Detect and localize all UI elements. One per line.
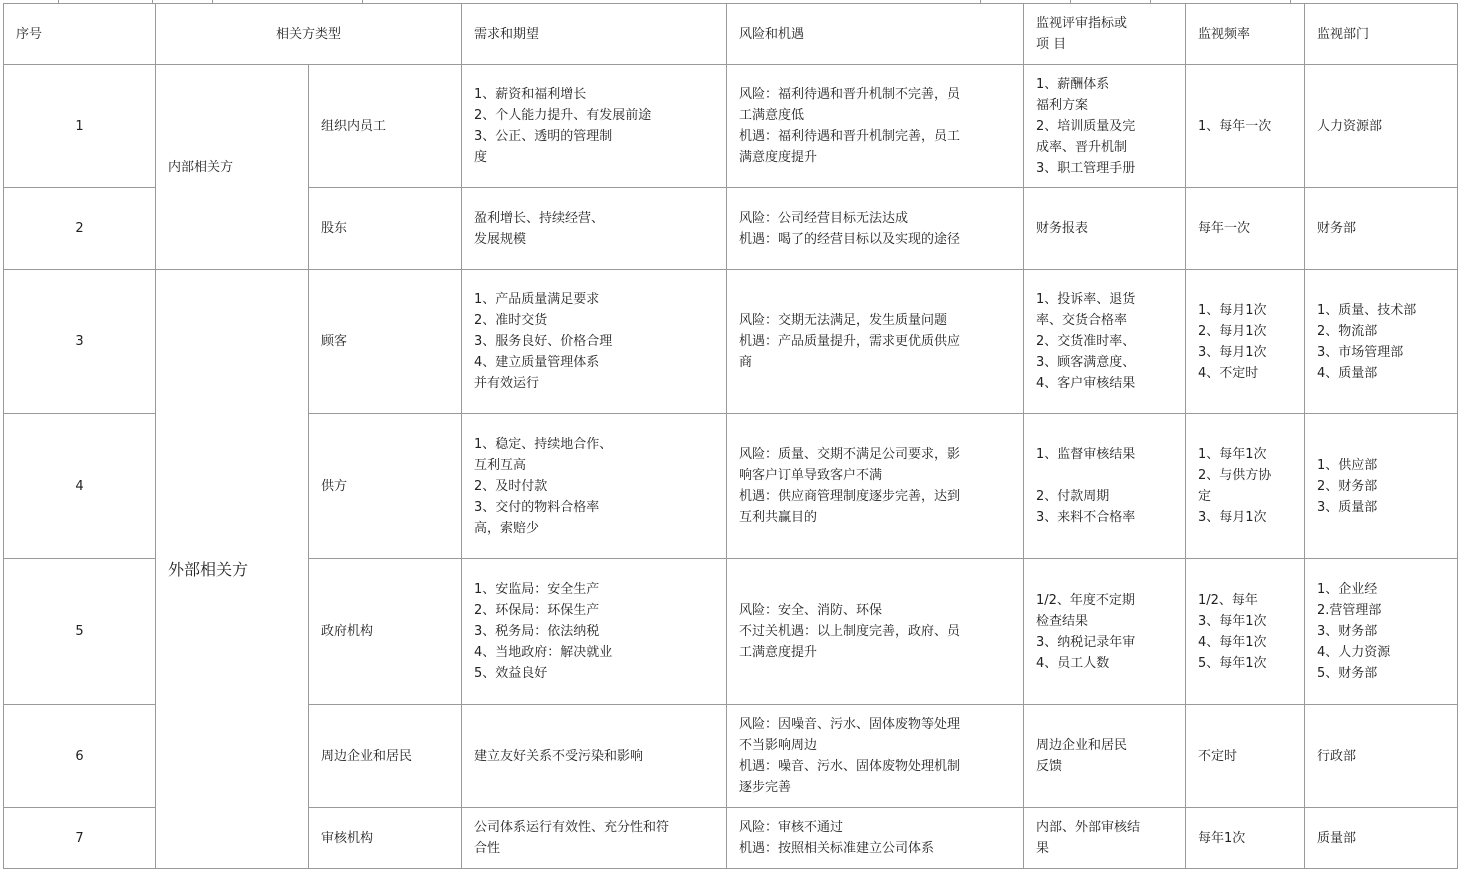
party-name: 组织内员工 [309, 65, 462, 188]
monitor-cell: 1、薪酬体系 福利方案 2、培训质量及完 成率、晋升机制 3、职工管理手册 [1024, 65, 1186, 188]
party-name: 审核机构 [309, 808, 462, 869]
frequency-cell: 每年一次 [1186, 188, 1305, 270]
monitor-cell: 1/2、年度不定期 检查结果 3、纳税记录年审 4、员工人数 [1024, 559, 1186, 705]
frequency-cell: 1/2、每年 3、每年1次 4、每年1次 5、每年1次 [1186, 559, 1305, 705]
department-cell: 1、企业经 2.营管理部 3、财务部 4、人力资源 5、财务部 [1305, 559, 1458, 705]
department-cell: 财务部 [1305, 188, 1458, 270]
row-number: 4 [4, 414, 156, 559]
table-row [4, 65, 1458, 188]
header-frequency: 监视频率 [1186, 4, 1305, 65]
party-name: 顾客 [309, 270, 462, 414]
header-monitor-item: 监视评审指标或 项 目 [1024, 4, 1186, 65]
party-name: 政府机构 [309, 559, 462, 705]
header-no: 序号 [4, 4, 156, 65]
needs-cell: 公司体系运行有效性、充分性和符 合性 [462, 808, 727, 869]
risk-cell: 风险：因噪音、污水、固体废物等处理 不当影响周边 机遇：噪音、污水、固体废物处理机制 逐步完善 [727, 705, 1024, 808]
row-number: 6 [4, 705, 156, 808]
monitor-cell: 周边企业和居民 反馈 [1024, 705, 1186, 808]
group-internal: 内部相关方 [156, 65, 309, 270]
department-cell: 行政部 [1305, 705, 1458, 808]
header-needs: 需求和期望 [462, 4, 727, 65]
frequency-cell: 1、每年1次 2、与供方协 定 3、每月1次 [1186, 414, 1305, 559]
monitor-cell: 财务报表 [1024, 188, 1186, 270]
frequency-cell: 每年1次 [1186, 808, 1305, 869]
row-number: 1 [4, 65, 156, 188]
stakeholder-table [3, 3, 1458, 869]
frequency-cell: 不定时 [1186, 705, 1305, 808]
row-number: 7 [4, 808, 156, 869]
risk-cell: 风险：交期无法满足，发生质量问题 机遇：产品质量提升，需求更优质供应 商 [727, 270, 1024, 414]
risk-cell: 风险：公司经营目标无法达成 机遇：喝了的经营目标以及实现的途径 [727, 188, 1024, 270]
row-number: 3 [4, 270, 156, 414]
risk-cell: 风险：质量、交期不满足公司要求，影 响客户订单导致客户不满 机遇：供应商管理制度逐步完善，达到 互利共赢目的 [727, 414, 1024, 559]
risk-cell: 风险：审核不通过 机遇：按照相关标准建立公司体系 [727, 808, 1024, 869]
needs-cell: 1、产品质量满足要求 2、准时交货 3、服务良好、价格合理 4、建立质量管理体系 并有效运行 [462, 270, 727, 414]
needs-cell: 盈利增长、持续经营、 发展规模 [462, 188, 727, 270]
needs-cell: 1、薪资和福利增长 2、个人能力提升、有发展前途 3、公正、透明的管理制 度 [462, 65, 727, 188]
header-risk: 风险和机遇 [727, 4, 1024, 65]
party-name: 供方 [309, 414, 462, 559]
party-name: 周边企业和居民 [309, 705, 462, 808]
monitor-cell: 内部、外部审核结 果 [1024, 808, 1186, 869]
row-number: 2 [4, 188, 156, 270]
needs-cell: 1、稳定、持续地合作、 互利互高 2、及时付款 3、交付的物料合格率 高，索赔少 [462, 414, 727, 559]
frequency-cell: 1、每年一次 [1186, 65, 1305, 188]
frequency-cell: 1、每月1次 2、每月1次 3、每月1次 4、不定时 [1186, 270, 1305, 414]
party-name: 股东 [309, 188, 462, 270]
header-row [4, 4, 1458, 65]
risk-cell: 风险：福利待遇和晋升机制不完善，员 工满意度低 机遇：福利待遇和晋升机制完善，员工 满意度度提升 [727, 65, 1024, 188]
row-number: 5 [4, 559, 156, 705]
risk-cell: 风险：安全、消防、环保 不过关机遇：以上制度完善，政府、员 工满意度提升 [727, 559, 1024, 705]
needs-cell: 建立友好关系不受污染和影响 [462, 705, 727, 808]
monitor-cell: 1、投诉率、退货 率、交货合格率 2、交货准时率、 3、顾客满意度、 4、客户审核结果 [1024, 270, 1186, 414]
department-cell: 1、供应部 2、财务部 3、质量部 [1305, 414, 1458, 559]
table-row [4, 270, 1458, 414]
department-cell: 人力资源部 [1305, 65, 1458, 188]
department-cell: 质量部 [1305, 808, 1458, 869]
header-department: 监视部门 [1305, 4, 1458, 65]
needs-cell: 1、安监局：安全生产 2、环保局：环保生产 3、税务局：依法纳税 4、当地政府：解决就业 5、效益良好 [462, 559, 727, 705]
monitor-cell: 1、监督审核结果 2、付款周期 3、来料不合格率 [1024, 414, 1186, 559]
group-external: 外部相关方 [156, 270, 309, 869]
department-cell: 1、质量、技术部 2、物流部 3、市场管理部 4、质量部 [1305, 270, 1458, 414]
header-party-type: 相关方类型 [156, 4, 462, 65]
